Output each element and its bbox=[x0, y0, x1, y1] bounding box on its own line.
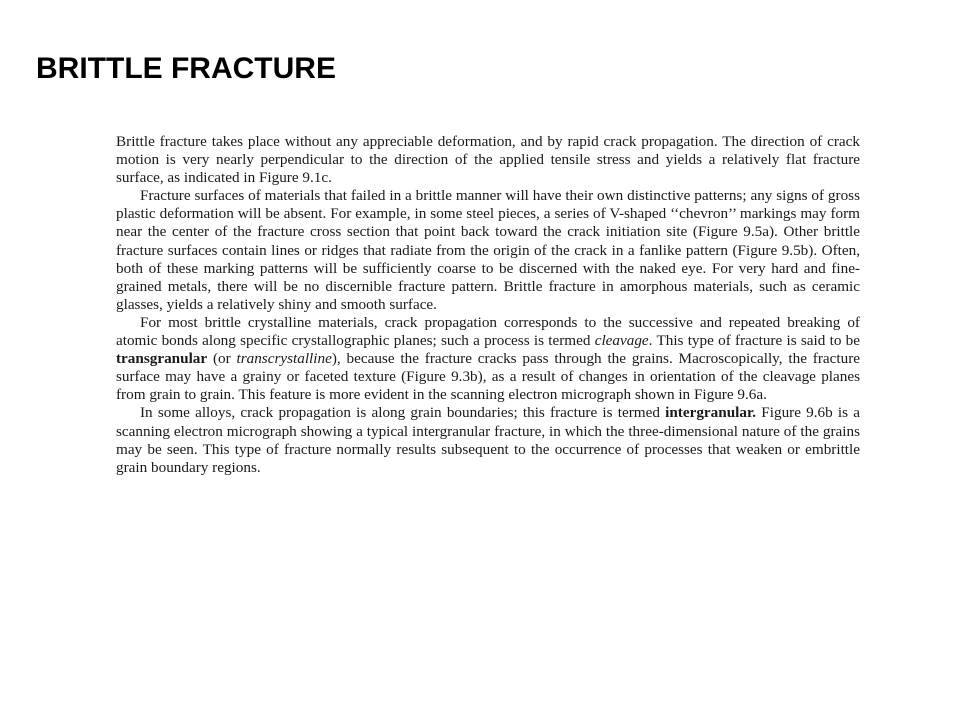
term-transcrystalline: transcrystalline bbox=[236, 350, 332, 368]
paragraph-fracture-patterns: Fracture surfaces of materials that failed in a brittle manner will have their own distinctive patterns; any signs of gross plastic deformation will be absent. For example, in some steel pieces, a series of V-shaped ‘‘chevron’’ markings may form near the center of the fracture cross section that point back toward the crack initiation site (Figure 9.5a). Other brittle fracture surfaces contain lines or ridges that radiate from the origin of the crack in a fanlike pattern (Figure 9.5b). Often, both of these marking patterns will be sufficiently coarse to be discerned with the naked eye. For very hard and fine-grained metals, there will be no discernible fracture pattern. Brittle fracture in amorphous materials, such as ceramic glasses, yields a relatively shiny and smooth surface. bbox=[116, 187, 860, 313]
text-run: Figure 9.6b is a scanning electron micrograph showing a typical intergranular fracture, in which the three-dimensional nature of the grains may be seen. This type of fracture normally results subsequent to the occurrence of processes that weaken or embrittle grain boundary regions. bbox=[116, 404, 860, 476]
paragraph-intergranular bbox=[116, 404, 860, 476]
paragraph-transgranular bbox=[116, 314, 860, 404]
term-transgranular: transgranular bbox=[116, 350, 208, 368]
text-run: In some alloys, crack propagation is along grain boundaries; this fracture is termed bbox=[140, 404, 666, 422]
text-run: . This type of fracture is said to be bbox=[648, 332, 861, 350]
term-cleavage: cleavage bbox=[594, 332, 649, 350]
text-run: For most brittle crystalline materials, crack propagation corresponds to the successive and repeated breaking of atomic bonds along specific crystallographic planes; such a process is termed bbox=[116, 313, 860, 350]
term-intergranular: intergranular. bbox=[665, 404, 757, 422]
paragraph-brittle-definition: Brittle fracture takes place without any appreciable deformation, and by rapid crack propagation. The direction of crack motion is very nearly perpendicular to the direction of the applied tensile stress and yields a relatively flat fracture surface, as indicated in Figure 9.1c. bbox=[116, 133, 860, 187]
textbook-excerpt bbox=[116, 133, 860, 477]
text-run: ), because the fracture cracks pass through the grains. Macroscopically, the fracture surface may have a grainy or faceted texture (Figure 9.3b), as a result of changes in orientation of the cleavage planes from grain to grain. This feature is more evident in the scanning electron micrograph shown in Figure 9.6a. bbox=[116, 350, 860, 404]
slide-title: BRITTLE FRACTURE bbox=[36, 52, 336, 85]
text-run: (or bbox=[207, 350, 237, 368]
